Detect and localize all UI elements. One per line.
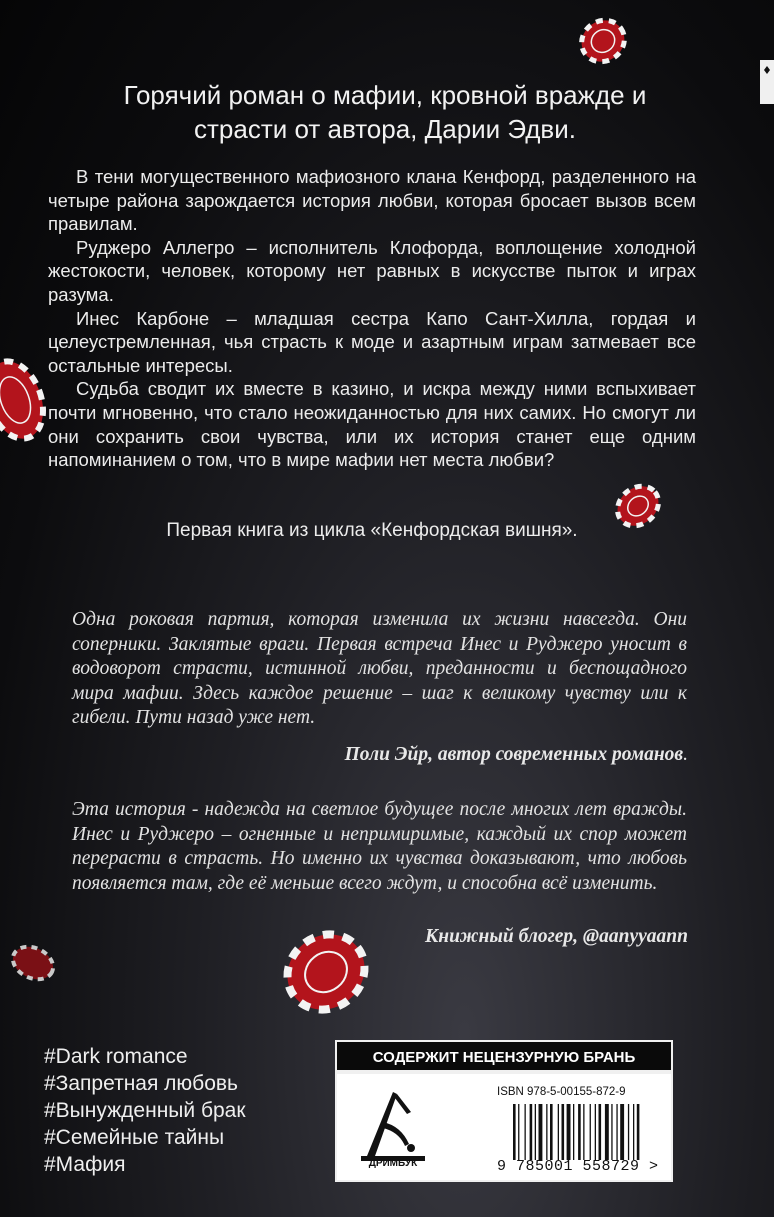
barcode-bar xyxy=(518,1104,519,1160)
review-author-tail: . xyxy=(683,744,688,765)
synopsis-paragraph: Судьба сводит их вместе в казино, и искра между ними вспыхивает почти мгновенно, что стало неожиданностью для них самих. Но смогут ли они сохранить свои чувства, или их история станет еще одним напоминанием о том, что в мире мафии нет места любви? xyxy=(48,378,696,471)
synopsis-paragraph: В тени могущественного мафиозного клана Кенфорд, разделенного на четыре района зарождается история любви, которая бросает вызов всем правилам. xyxy=(48,166,696,235)
review-author-name: Книжный блогер, @aanyyaann xyxy=(425,926,688,947)
poker-chip-icon xyxy=(8,942,58,984)
barcode-bar xyxy=(628,1104,629,1160)
hashtag: #Вынужденный брак xyxy=(44,1099,246,1122)
hashtag: #Запретная любовь xyxy=(44,1072,238,1095)
headline-line-1: Горячий роман о мафии, кровной вражде и xyxy=(123,80,647,110)
hashtag: #Семейные тайны xyxy=(44,1126,225,1149)
publisher-info-box xyxy=(335,1072,673,1182)
barcode-bar xyxy=(611,1104,612,1160)
playing-card-icon xyxy=(760,60,774,104)
barcode-bar xyxy=(546,1104,547,1160)
hashtag-list xyxy=(44,1043,246,1178)
headline-line-2: страсти от автора, Дарии Эдви. xyxy=(193,114,576,144)
barcode-bar xyxy=(637,1104,640,1160)
publisher-name: ДРИМБУК xyxy=(368,1158,418,1169)
barcode-bar xyxy=(550,1104,553,1160)
synopsis xyxy=(48,165,696,472)
barcode-bar xyxy=(583,1104,584,1160)
barcode-bar xyxy=(599,1104,602,1160)
hashtag: #Dark romance xyxy=(44,1045,188,1068)
barcode-bar xyxy=(573,1104,574,1160)
barcode-bar xyxy=(562,1104,565,1160)
poker-chip-icon xyxy=(0,355,48,445)
review-author xyxy=(345,744,688,766)
barcode-bar xyxy=(567,1104,571,1160)
barcode-bar xyxy=(578,1104,581,1160)
barcode-bar xyxy=(620,1104,624,1160)
hashtag: #Мафия xyxy=(44,1153,126,1176)
synopsis-paragraph: Руджеро Аллегро – исполнитель Клофорда, воплощение холодной жестокости, человек, которому нет равных в искусстве пыток и играх разума. xyxy=(48,236,696,305)
barcode-bar xyxy=(633,1104,634,1160)
series-note: Первая книга из цикла «Кенфордская вишня». xyxy=(166,520,578,541)
barcode-number: 9 785001 558729 > xyxy=(497,1158,659,1175)
content-warning: СОДЕРЖИТ НЕЦЕНЗУРНУЮ БРАНЬ xyxy=(335,1040,673,1072)
barcode-bar xyxy=(558,1104,559,1160)
headline xyxy=(60,78,710,146)
poker-chip-icon xyxy=(280,926,372,1018)
barcode-bar xyxy=(595,1104,596,1160)
barcode-bar xyxy=(539,1104,543,1160)
barcode-bar xyxy=(605,1104,609,1160)
review-author xyxy=(425,926,688,948)
barcode-bar xyxy=(525,1104,526,1160)
poker-chip-icon xyxy=(578,14,628,68)
barcode-bar xyxy=(530,1104,533,1160)
review-quote: Одна роковая партия, которая изменила их жизни навсегда. Они соперники. Заклятые враги. Первая встреча Инес и Руджеро уносит в водоворот страсти, истинной любви, преданности и беспощадного мира мафии. Здесь каждое решение – шаг к великому чувству или к гибели. Пути назад уже нет. xyxy=(72,609,687,729)
isbn: ISBN 978-5-00155-872-9 xyxy=(497,1086,626,1098)
barcode-bar xyxy=(616,1104,617,1160)
review-author-name: Поли Эйр, автор современных романов xyxy=(344,744,684,765)
review-quote: Эта история - надежда на светлое будущее после многих лет вражды. Инес и Руджеро – огненные и непримиримые, каждый их спор может перерасти в страсть. Но именно их чувства доказывают, что любовь появляется там, где её меньше всего ждут, и способна всё изменить. xyxy=(72,799,687,894)
synopsis-paragraph: Инес Карбоне – младшая сестра Капо Сант-Хилла, гордая и целеустремленная, чья страсть к моде и азартным играм затмевает все остальные интересы. xyxy=(48,307,696,376)
barcode-bar xyxy=(513,1104,516,1160)
barcode-bar xyxy=(535,1104,536,1160)
barcode xyxy=(513,1104,663,1160)
barcode-bar xyxy=(590,1104,591,1160)
